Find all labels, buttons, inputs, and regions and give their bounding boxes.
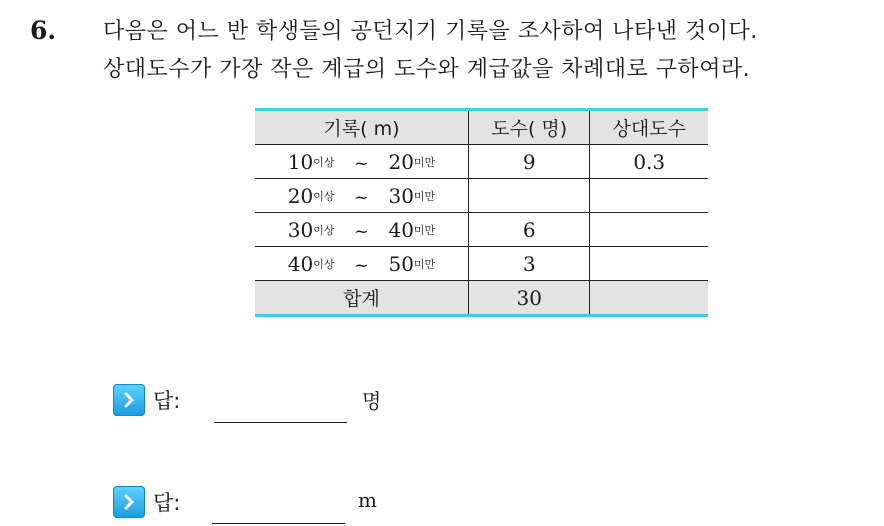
table-row xyxy=(255,247,708,281)
frequency-cell xyxy=(468,179,590,213)
total-relative xyxy=(590,281,708,316)
interval-to-suffix: 미만 xyxy=(413,257,436,271)
table-total-row xyxy=(255,281,708,316)
interval-from-suffix: 이상 xyxy=(313,223,335,237)
question-text xyxy=(103,13,758,89)
relative-frequency-cell xyxy=(590,179,708,213)
total-label: 합계 xyxy=(255,281,468,316)
header-relative: 상대도수 xyxy=(590,110,708,145)
interval-tilde: ~ xyxy=(353,186,370,208)
interval-to-suffix: 미만 xyxy=(413,223,436,237)
interval-from-suffix: 이상 xyxy=(313,189,335,203)
frequency-cell: 6 xyxy=(468,213,590,247)
total-count: 30 xyxy=(468,281,590,316)
interval-from: 10 xyxy=(287,149,314,174)
class-interval xyxy=(255,179,468,213)
interval-to-suffix: 미만 xyxy=(413,155,436,169)
interval-from: 30 xyxy=(287,217,314,242)
interval-from: 20 xyxy=(287,183,314,208)
header-count: 도수( 명) xyxy=(468,110,590,145)
answer-unit-1: 명 xyxy=(362,389,382,413)
table-row xyxy=(255,179,708,213)
interval-from: 40 xyxy=(287,251,314,276)
relative-frequency-cell xyxy=(590,213,708,247)
interval-to: 40 xyxy=(388,217,414,242)
interval-to: 30 xyxy=(388,183,414,208)
table-row xyxy=(255,213,708,247)
relative-frequency-cell xyxy=(590,247,708,281)
answer-label: 답: xyxy=(153,389,181,413)
question-line-2: 상대도수가 가장 작은 계급의 도수와 계급값을 차례대로 구하여라. xyxy=(103,57,751,82)
frequency-cell: 9 xyxy=(468,145,590,179)
chevron-right-icon xyxy=(113,486,145,518)
question-line-1: 다음은 어느 반 학생들의 공던지기 기록을 조사하여 나타낸 것이다. xyxy=(103,19,758,44)
interval-to-suffix: 미만 xyxy=(413,189,436,203)
table-row xyxy=(255,145,708,179)
frequency-table xyxy=(255,108,708,317)
interval-from-suffix: 이상 xyxy=(313,155,335,169)
interval-tilde: ~ xyxy=(353,254,370,276)
answer-blank-1[interactable] xyxy=(214,400,347,423)
interval-tilde: ~ xyxy=(353,152,370,174)
relative-frequency-cell: 0.3 xyxy=(590,145,708,179)
answer-row-1 xyxy=(113,384,180,416)
answer-unit-2: m xyxy=(358,488,377,512)
answer-row-2 xyxy=(113,486,180,518)
interval-from-suffix: 이상 xyxy=(313,257,335,271)
interval-to: 50 xyxy=(388,251,414,276)
frequency-cell: 3 xyxy=(468,247,590,281)
table-header-row xyxy=(255,110,708,145)
class-interval xyxy=(255,213,468,247)
question-number: 6. xyxy=(30,16,57,45)
class-interval xyxy=(255,145,468,179)
chevron-right-icon xyxy=(113,384,145,416)
answer-blank-2[interactable] xyxy=(212,500,345,524)
interval-tilde: ~ xyxy=(353,220,370,242)
class-interval xyxy=(255,247,468,281)
interval-to: 20 xyxy=(388,149,414,174)
answer-label: 답: xyxy=(153,491,181,515)
header-record: 기록( m) xyxy=(255,110,468,145)
